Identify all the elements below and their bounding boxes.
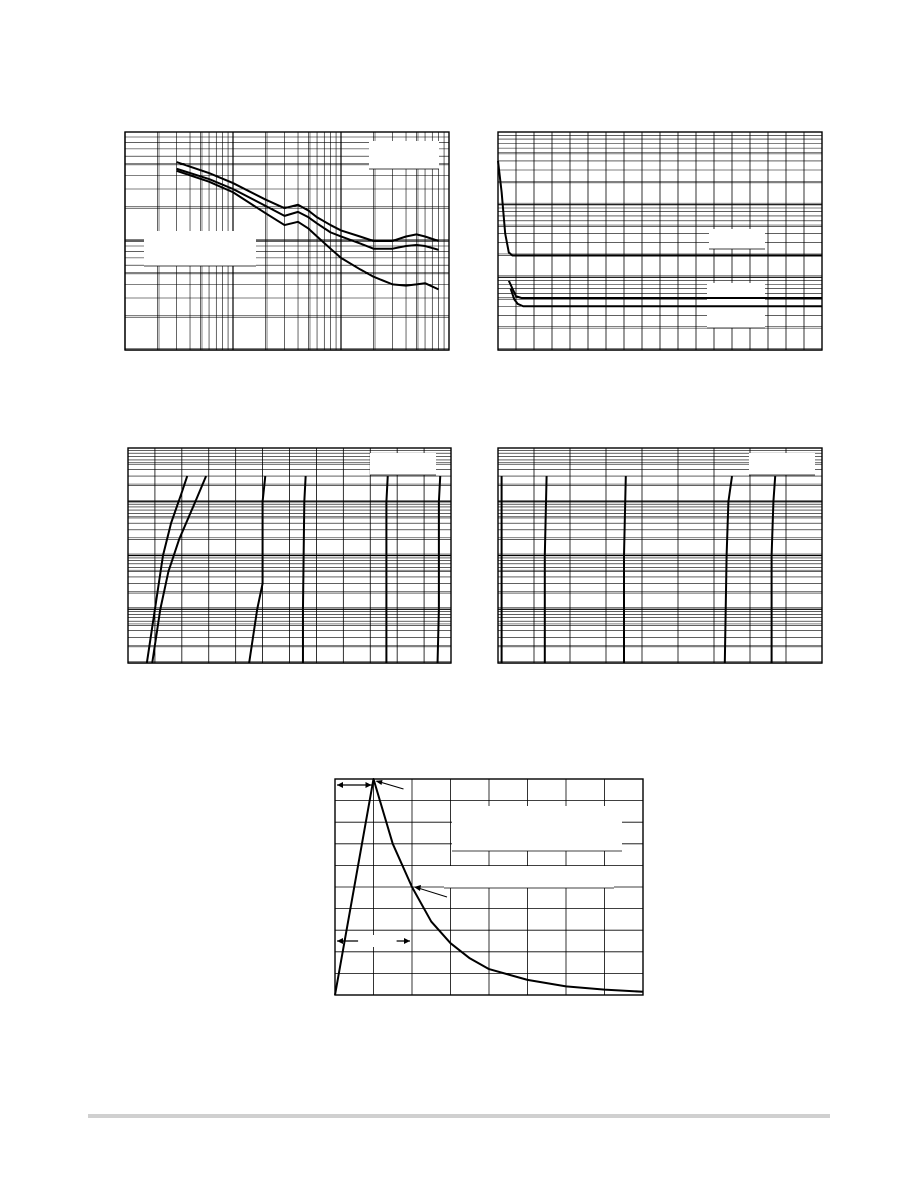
chart-5-duration-label-gap	[358, 935, 397, 947]
chart-3-series-6	[438, 476, 441, 663]
chart-4-legend-box-1	[749, 453, 815, 475]
chart-2-grid	[498, 132, 822, 350]
chart-3-series-4	[303, 476, 306, 663]
chart-5-peak-pointer-head	[376, 780, 383, 785]
chart-1-legend-box-2	[144, 231, 256, 266]
chart-1-svg	[124, 131, 450, 351]
chart-5-rise-arrowhead-right	[366, 782, 372, 788]
chart-3-legend-box-1	[370, 453, 436, 475]
chart-5-duration-arrowhead-left	[337, 938, 343, 944]
chart-4-series-3	[624, 476, 626, 663]
chart-1-legend-box-1	[369, 141, 439, 169]
chart-2-legend-box-1	[709, 229, 765, 249]
chart-5-rise-arrowhead-left	[337, 782, 343, 788]
chart-5-legend-box-1	[452, 806, 622, 851]
chart-4-svg	[497, 447, 823, 664]
chart-4-series-2	[545, 476, 547, 663]
chart-5-svg	[334, 778, 644, 996]
chart-1-series-1	[177, 162, 439, 241]
chart-3-grid	[128, 448, 451, 663]
chart-5-half-pointer-head	[414, 885, 421, 891]
chart-2-series-2	[509, 281, 822, 298]
chart-5-legend-box-2	[444, 866, 614, 888]
footer-rule	[88, 1114, 830, 1118]
chart-3-svg	[127, 447, 452, 664]
chart-1-series-3	[177, 171, 439, 289]
chart-2-svg	[497, 131, 823, 351]
chart-5-duration-arrowhead-right	[404, 938, 410, 944]
